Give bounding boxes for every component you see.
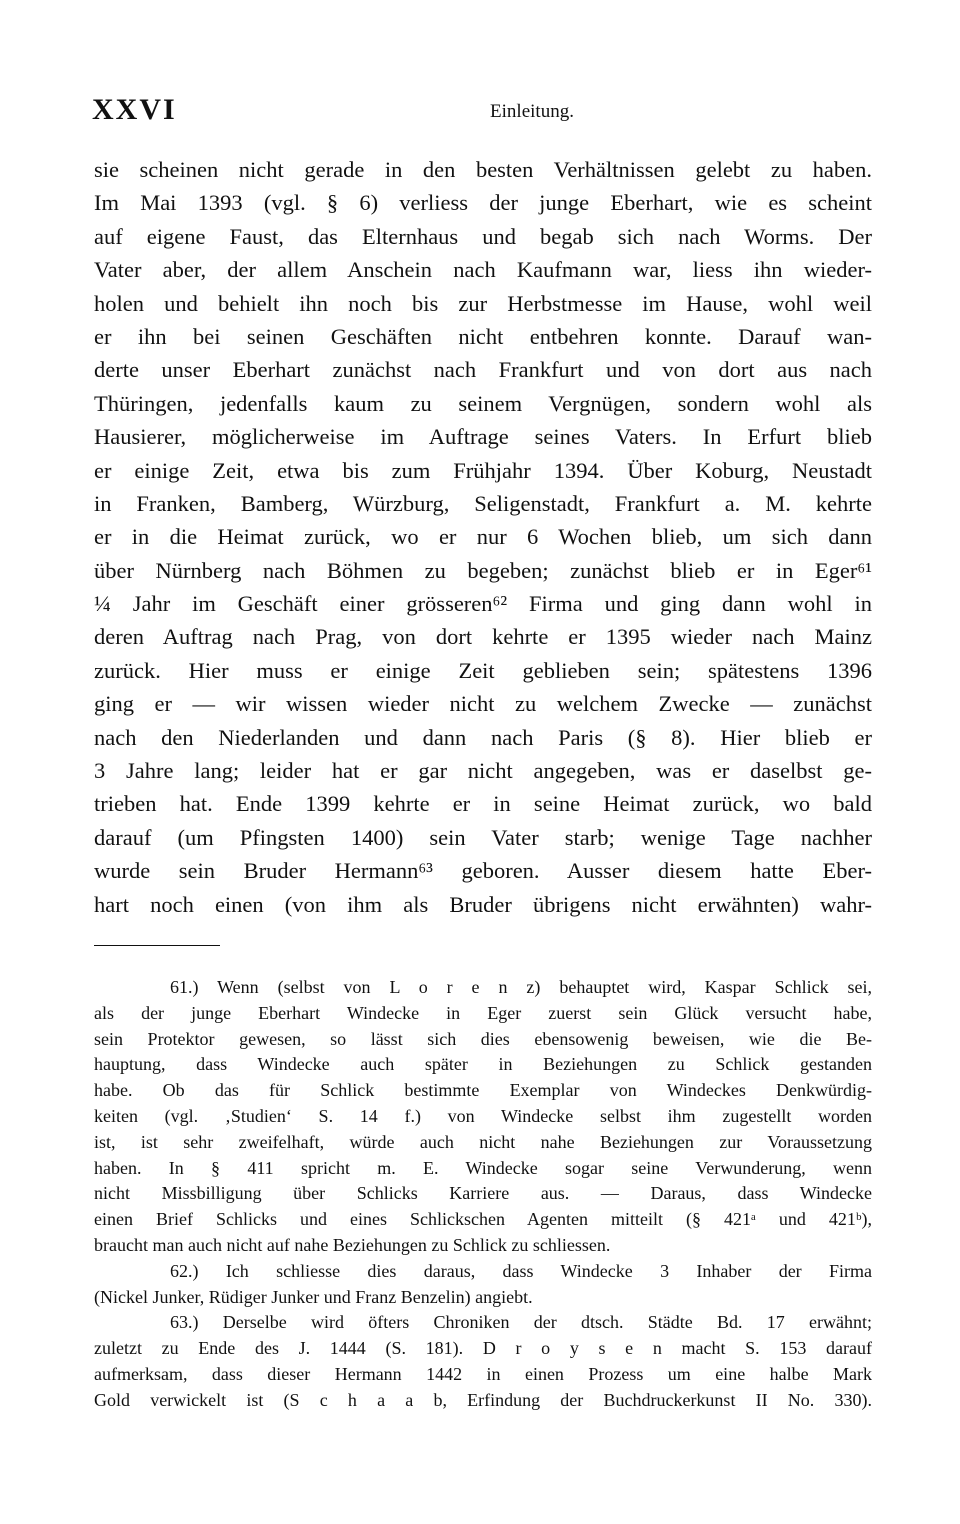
main-text	[94, 153, 872, 921]
footnotes	[94, 975, 872, 1414]
text-line: Thüringen, jedenfalls kaum zu seinem Vergnügen, sondern wohl als	[94, 390, 872, 416]
text-line: über Nürnberg nach Böhmen zu begeben; zunächst blieb er in Eger⁶¹	[94, 557, 872, 583]
text-line: wurde sein Bruder Hermann⁶³ geboren. Ausser diesem hatte Eber-	[94, 858, 872, 884]
text-line: zurück. Hier muss er einige Zeit geblieben sein; spätestens 1396	[94, 657, 872, 683]
footnote-line: Gold verwickelt ist (S c h a a b, Erfindung der Buchdruckerkunst II No. 330).	[94, 1389, 872, 1410]
footnote-line: habe. Ob das für Schlick bestimmte Exemplar von Windeckes Denkwürdig-	[94, 1080, 872, 1101]
footnote-line: 62.) Ich schliesse dies daraus, dass Windecke 3 Inhaber der Firma	[170, 1260, 872, 1281]
text-line: ¼ Jahr im Geschäft einer grösseren⁶² Firma und ging dann wohl in	[94, 591, 872, 617]
text-line: er einige Zeit, etwa bis zum Frühjahr 1394. Über Koburg, Neustadt	[94, 457, 872, 483]
text-line: derte unser Eberhart zunächst nach Frankfurt und von dort aus nach	[94, 357, 872, 383]
text-line: trieben hat. Ende 1399 kehrte er in seine Heimat zurück, wo bald	[94, 791, 872, 817]
text-line: Hausierer, möglicherweise im Auftrage seines Vaters. In Erfurt blieb	[94, 424, 872, 450]
text-line: 3 Jahre lang; leider hat er gar nicht angegeben, was er daselbst ge-	[94, 758, 872, 784]
footnote-63	[94, 1310, 872, 1413]
footnote-line: keiten (vgl. ‚Studien‘ S. 14 f.) von Windecke selbst ihm zugestellt worden	[94, 1105, 872, 1126]
footnote-line: (Nickel Junker, Rüdiger Junker und Franz Benzelin) angiebt.	[94, 1286, 533, 1307]
footnote-line: aufmerksam, dass dieser Hermann 1442 in einen Prozess um eine halbe Mark	[94, 1363, 872, 1384]
footnote-line: sein Protektor gewesen, so lässt sich dies ebensowenig beweisen, wie die Be-	[94, 1028, 872, 1049]
text-line: Im Mai 1393 (vgl. § 6) verliess der junge Eberhart, wie es scheint	[94, 190, 872, 216]
text-line: sie scheinen nicht gerade in den besten Verhältnissen gelebt zu haben.	[94, 157, 872, 182]
running-title: Einleitung.	[490, 101, 574, 122]
text-line: ging er — wir wissen wieder nicht zu welchem Zwecke — zunächst	[94, 691, 872, 717]
footnote-line: einen Brief Schlicks und eines Schlickschen Agenten mitteilt (§ 421ᵃ und 421ᵇ),	[94, 1209, 872, 1230]
footnote-divider	[94, 945, 220, 946]
text-line: er in die Heimat zurück, wo er nur 6 Wochen blieb, um sich dann	[94, 524, 872, 550]
footnote-62	[94, 1259, 872, 1311]
footnote-line: ist, ist sehr zweifelhaft, würde auch nicht nahe Beziehungen zur Voraussetzung	[94, 1131, 872, 1152]
footnote-61	[94, 975, 872, 1259]
footnote-line: als der junge Eberhart Windecke in Eger zuerst sein Glück versucht habe,	[94, 1002, 872, 1023]
footnote-line: haben. In § 411 spricht m. E. Windecke sogar seine Verwunderung, wenn	[94, 1157, 872, 1178]
footnote-line: braucht man auch nicht auf nahe Beziehungen zu Schlick zu schliessen.	[94, 1234, 611, 1255]
footnote-line: nicht Missbilligung über Schlicks Karriere aus. — Daraus, dass Windecke	[94, 1183, 872, 1204]
running-head	[92, 93, 872, 129]
text-line: Vater aber, der allem Anschein nach Kaufmann war, liess ihn wieder-	[94, 257, 872, 283]
text-line: deren Auftrag nach Prag, von dort kehrte er 1395 wieder nach Mainz	[94, 624, 872, 650]
footnote-line: hauptung, dass Windecke auch später in Beziehungen zu Schlick gestanden	[94, 1054, 872, 1075]
text-line: er ihn bei seinen Geschäften nicht entbehren konnte. Darauf wan-	[94, 323, 872, 349]
page-number: XXVI	[92, 93, 177, 126]
text-line: holen und behielt ihn noch bis zur Herbstmesse im Hause, wohl weil	[94, 290, 872, 316]
footnote-line: 63.) Derselbe wird öfters Chroniken der dtsch. Städte Bd. 17 erwähnt;	[170, 1312, 872, 1333]
text-line: hart noch einen (von ihm als Bruder übrigens nicht erwähnten) wahr-	[94, 891, 872, 917]
text-line: auf eigene Faust, das Elternhaus und begab sich nach Worms. Der	[94, 223, 872, 249]
text-line: nach den Niederlanden und dann nach Paris (§ 8). Hier blieb er	[94, 724, 872, 750]
text-line: darauf (um Pfingsten 1400) sein Vater starb; wenige Tage nachher	[94, 824, 872, 850]
text-line: in Franken, Bamberg, Würzburg, Seligenstadt, Frankfurt a. M. kehrte	[94, 490, 872, 516]
footnote-line: 61.) Wenn (selbst von L o r e n z) behauptet wird, Kaspar Schlick sei,	[170, 977, 872, 997]
footnote-line: zuletzt zu Ende des J. 1444 (S. 181). D r o y s e n macht S. 153 darauf	[94, 1338, 872, 1359]
